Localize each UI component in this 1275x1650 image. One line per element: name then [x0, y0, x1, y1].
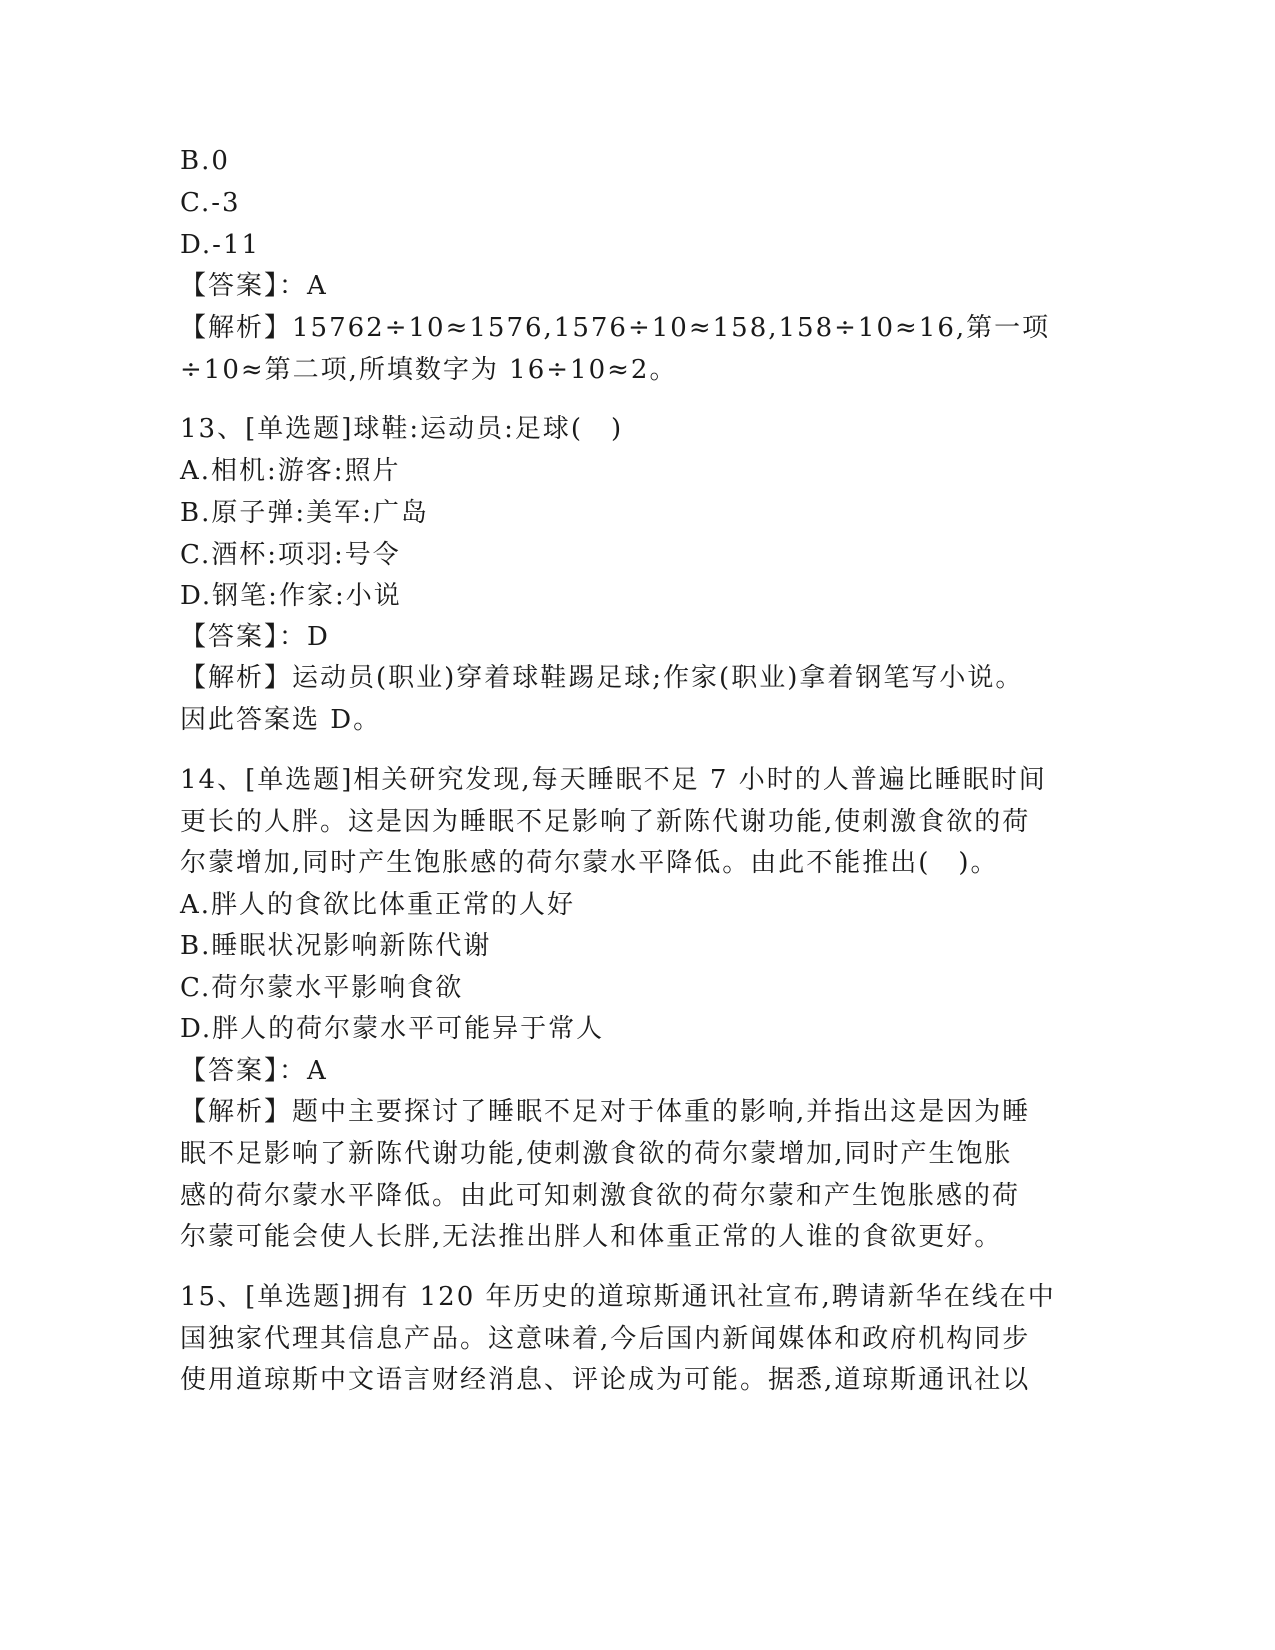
q13-option-c: C.酒杯:项羽:号令 — [180, 540, 401, 570]
q14-option-c: C.荷尔蒙水平影响食欲 — [180, 973, 464, 1003]
q14-stem-line-1: 14、[单选题]相关研究发现,每天睡眠不足 7 小时的人普遍比睡眠时间 — [180, 765, 1047, 795]
q14-answer: 【答案】：A — [180, 1056, 328, 1086]
q15-stem-line-3: 使用道琼斯中文语言财经消息、评论成为可能。据悉,道琼斯通讯社以 — [180, 1365, 1031, 1395]
q14-option-b: B.睡眠状况影响新陈代谢 — [180, 931, 492, 961]
q15-stem-line-1: 15、[单选题]拥有 120 年历史的道琼斯通讯社宣布,聘请新华在线在中 — [180, 1282, 1056, 1312]
q13-option-d: D.钢笔:作家:小说 — [180, 581, 402, 611]
q12-option-c: C.-3 — [180, 188, 241, 218]
q14-explanation-line-3: 感的荷尔蒙水平降低。由此可知刺激食欲的荷尔蒙和产生饱胀感的荷 — [180, 1181, 1021, 1211]
q12-option-b: B.0 — [180, 146, 230, 176]
q13-option-a: A.相机:游客:照片 — [180, 456, 401, 486]
q12-option-d: D.-11 — [180, 230, 261, 260]
q13-stem: 13、[单选题]球鞋:运动员:足球( ) — [180, 414, 624, 444]
q14-option-d: D.胖人的荷尔蒙水平可能异于常人 — [180, 1014, 605, 1044]
q14-explanation-line-4: 尔蒙可能会使人长胖,无法推出胖人和体重正常的人谁的食欲更好。 — [180, 1222, 1003, 1252]
q12-answer: 【答案】：A — [180, 271, 328, 301]
q14-stem-line-3: 尔蒙增加,同时产生饱胀感的荷尔蒙水平降低。由此不能推出( )。 — [180, 848, 999, 878]
q14-explanation-line-2: 眠不足影响了新陈代谢功能,使刺激食欲的荷尔蒙增加,同时产生饱胀 — [180, 1139, 1013, 1169]
q13-option-b: B.原子弹:美军:广岛 — [180, 498, 429, 528]
q13-answer: 【答案】：D — [180, 622, 330, 652]
q14-option-a: A.胖人的食欲比体重正常的人好 — [180, 890, 576, 920]
q15-stem-line-2: 国独家代理其信息产品。这意味着,今后国内新闻媒体和政府机构同步 — [180, 1324, 1031, 1354]
q14-stem-line-2: 更长的人胖。这是因为睡眠不足影响了新陈代谢功能,使刺激食欲的荷 — [180, 807, 1031, 837]
q13-explanation-line-2: 因此答案选 D。 — [180, 705, 382, 735]
q13-explanation-line-1: 【解析】运动员(职业)穿着球鞋踢足球;作家(职业)拿着钢笔写小说。 — [180, 663, 1024, 693]
q14-explanation-line-1: 【解析】题中主要探讨了睡眠不足对于体重的影响,并指出这是因为睡 — [180, 1097, 1031, 1127]
q12-explanation-line-2: ÷10≈第二项,所填数字为 16÷10≈2。 — [180, 355, 678, 385]
q12-explanation-line-1: 【解析】15762÷10≈1576,1576÷10≈158,158÷10≈16,第一项 — [180, 313, 1051, 343]
